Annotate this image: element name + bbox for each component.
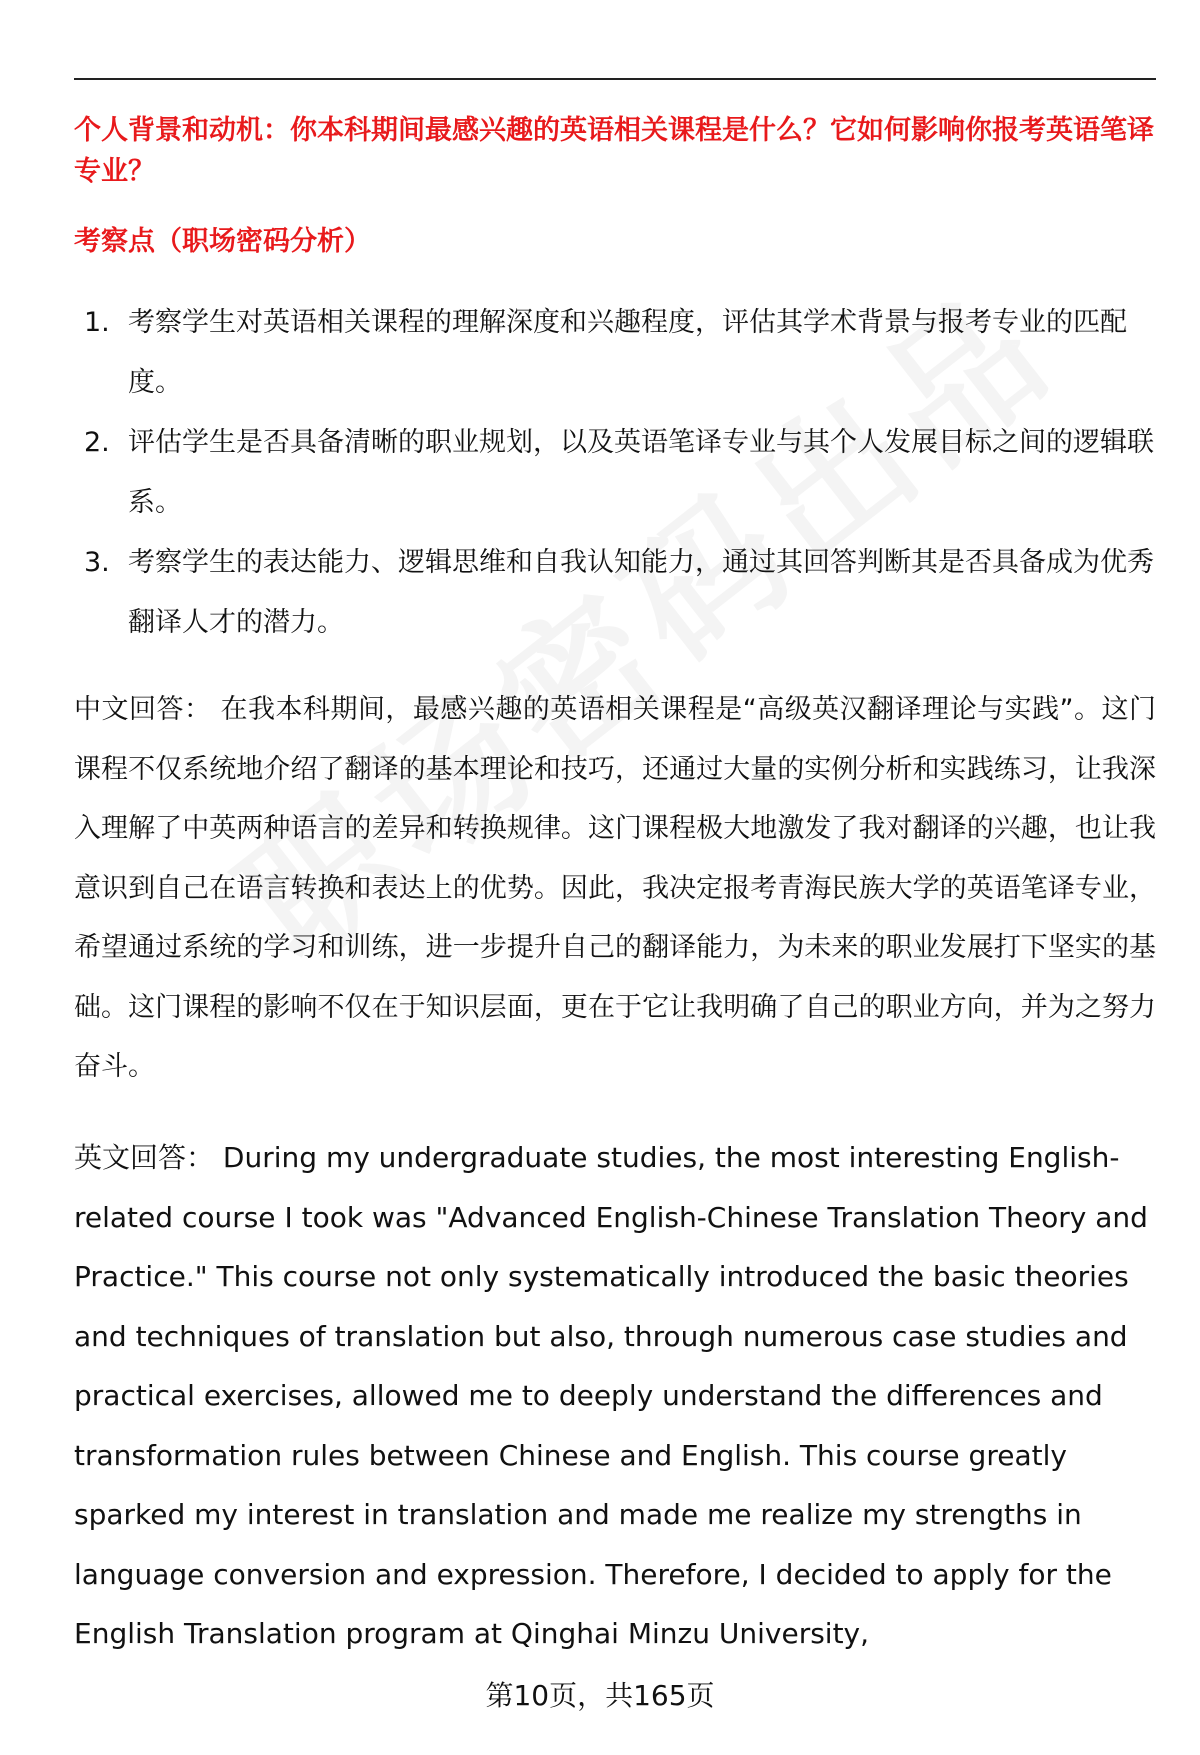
english-answer bbox=[74, 1128, 1156, 1664]
list-item-number: 3. bbox=[84, 547, 110, 578]
chinese-answer bbox=[74, 680, 1156, 1097]
assessment-points-list bbox=[74, 293, 1156, 653]
list-item bbox=[74, 293, 1156, 413]
list-item-number: 2. bbox=[84, 427, 110, 458]
list-item-text: 考察学生的表达能力、逻辑思维和自我认知能力，通过其回答判断其是否具备成为优秀翻译人才的潜力。 bbox=[128, 547, 1154, 638]
list-item-text: 评估学生是否具备清晰的职业规划，以及英语笔译专业与其个人发展目标之间的逻辑联系。 bbox=[128, 427, 1154, 518]
english-answer-text: During my undergraduate studies, the most interesting English-related course I took was "Advanced English-Chinese Translation Theory and Practice." This course not only systematically introduced the basic theories and techniques of translation but also, through numerous case studies and practical exercises, allowed me to deeply understand the differences and transformation rules between Chinese and English. This course greatly sparked my interest in translation and made me realize my strengths in language conversion and expression. Therefore, I decided to apply for the English Translation program at Qinghai Minzu University, bbox=[74, 1141, 1148, 1650]
page-number: 第10页，共165页 bbox=[485, 1679, 715, 1712]
list-item bbox=[74, 413, 1156, 533]
english-answer-label: 英文回答： bbox=[74, 1141, 215, 1174]
list-item bbox=[74, 533, 1156, 653]
chinese-answer-label: 中文回答： bbox=[74, 694, 212, 725]
list-item-text: 考察学生对英语相关课程的理解深度和兴趣程度，评估其学术背景与报考专业的匹配度。 bbox=[128, 307, 1127, 398]
chinese-answer-text: 在我本科期间，最感兴趣的英语相关课程是“高级英汉翻译理论与实践”。这门课程不仅系统地介绍了翻译的基本理论和技巧，还通过大量的实例分析和实践练习，让我深入理解了中英两种语言的差异和转换规律。这门课程极大地激发了我对翻译的兴趣，也让我意识到自己在语言转换和表达上的优势。因此，我决定报考青海民族大学的英语笔译专业，希望通过系统的学习和训练，进一步提升自己的翻译能力，为未来的职业发展打下坚实的基础。这门课程的影响不仅在于知识层面，更在于它让我明确了自己的职业方向，并为之努力奋斗。 bbox=[74, 694, 1156, 1082]
assessment-heading: 考察点（职场密码分析） bbox=[74, 226, 371, 257]
question-heading: 个人背景和动机：你本科期间最感兴趣的英语相关课程是什么？它如何影响你报考英语笔译专业？ bbox=[74, 115, 1154, 187]
list-item-number: 1. bbox=[84, 307, 110, 338]
header-rule bbox=[74, 78, 1156, 80]
